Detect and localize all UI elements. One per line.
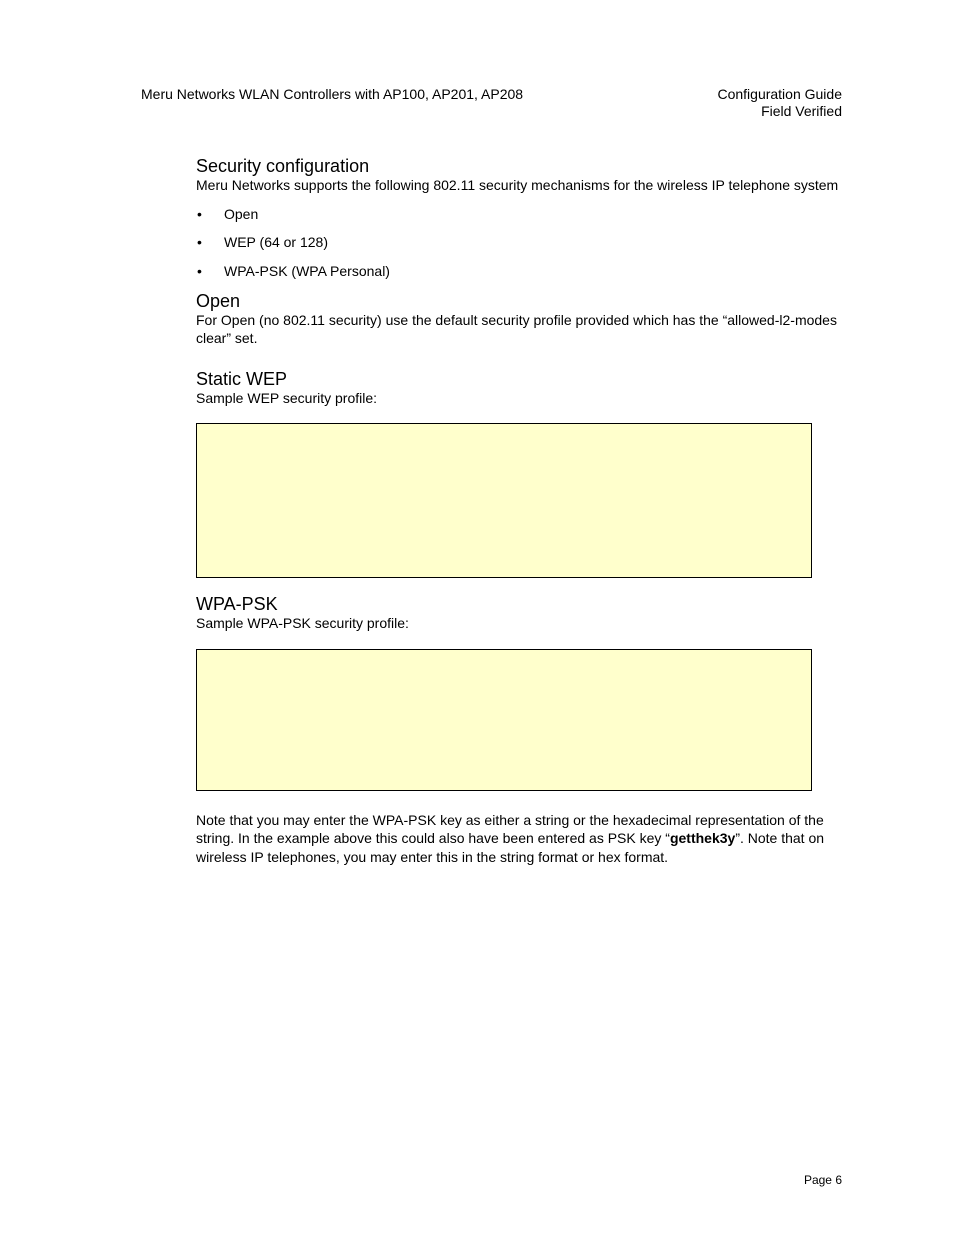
note-text-after-key: ”. Note that on wireless IP telephones, you may enter this in the string format or hex format. [196, 830, 825, 865]
note-text-before-key: Note that you may enter the WPA-PSK key as either a string or the hexadecimal representation of the string. In the example above this could also have been entered as PSK key “ [196, 811, 824, 846]
section-security-configuration [196, 156, 846, 280]
list-item-label: Open [224, 205, 259, 222]
security-mechanism-list [196, 205, 846, 280]
static-wep-heading: Static WEP [196, 368, 288, 389]
header-document-title: Meru Networks WLAN Controllers with AP100, AP201, AP208 [141, 86, 524, 102]
wpa-psk-key-note [196, 811, 846, 867]
wep-profile-code-box [196, 423, 812, 578]
list-item [196, 233, 846, 251]
header-guide-info [717, 86, 842, 120]
wpa-psk-caption: Sample WPA-PSK security profile: [196, 615, 409, 631]
open-body: For Open (no 802.11 security) use the default security profile provided which has the “allowed-l2-modes clear” set. [196, 311, 837, 346]
static-wep-caption: Sample WEP security profile: [196, 389, 378, 406]
security-configuration-heading: Security configuration [196, 156, 370, 176]
wpa-psk-heading: WPA-PSK [196, 594, 278, 614]
list-item-label: WPA-PSK (WPA Personal) [224, 262, 390, 279]
bullet-icon: • [197, 234, 202, 250]
header-guide-label: Configuration Guide [717, 86, 842, 102]
main-content [196, 156, 846, 866]
page-number: Page 6 [803, 1173, 842, 1187]
section-open [196, 291, 846, 348]
open-heading: Open [196, 290, 241, 311]
list-item [196, 262, 846, 280]
header-verified-label: Field Verified [761, 103, 842, 119]
section-static-wep [196, 369, 846, 579]
security-configuration-intro: Meru Networks supports the following 802.11 security mechanisms for the wireless IP telephone system [196, 177, 839, 193]
section-wpa-psk [196, 594, 846, 791]
bullet-icon: • [197, 262, 202, 279]
bullet-icon: • [197, 205, 202, 222]
list-item [196, 205, 846, 223]
list-item-label: WEP (64 or 128) [224, 234, 329, 250]
psk-key-value: getthek3y [669, 830, 736, 846]
wpa-psk-profile-code-box [196, 649, 812, 791]
